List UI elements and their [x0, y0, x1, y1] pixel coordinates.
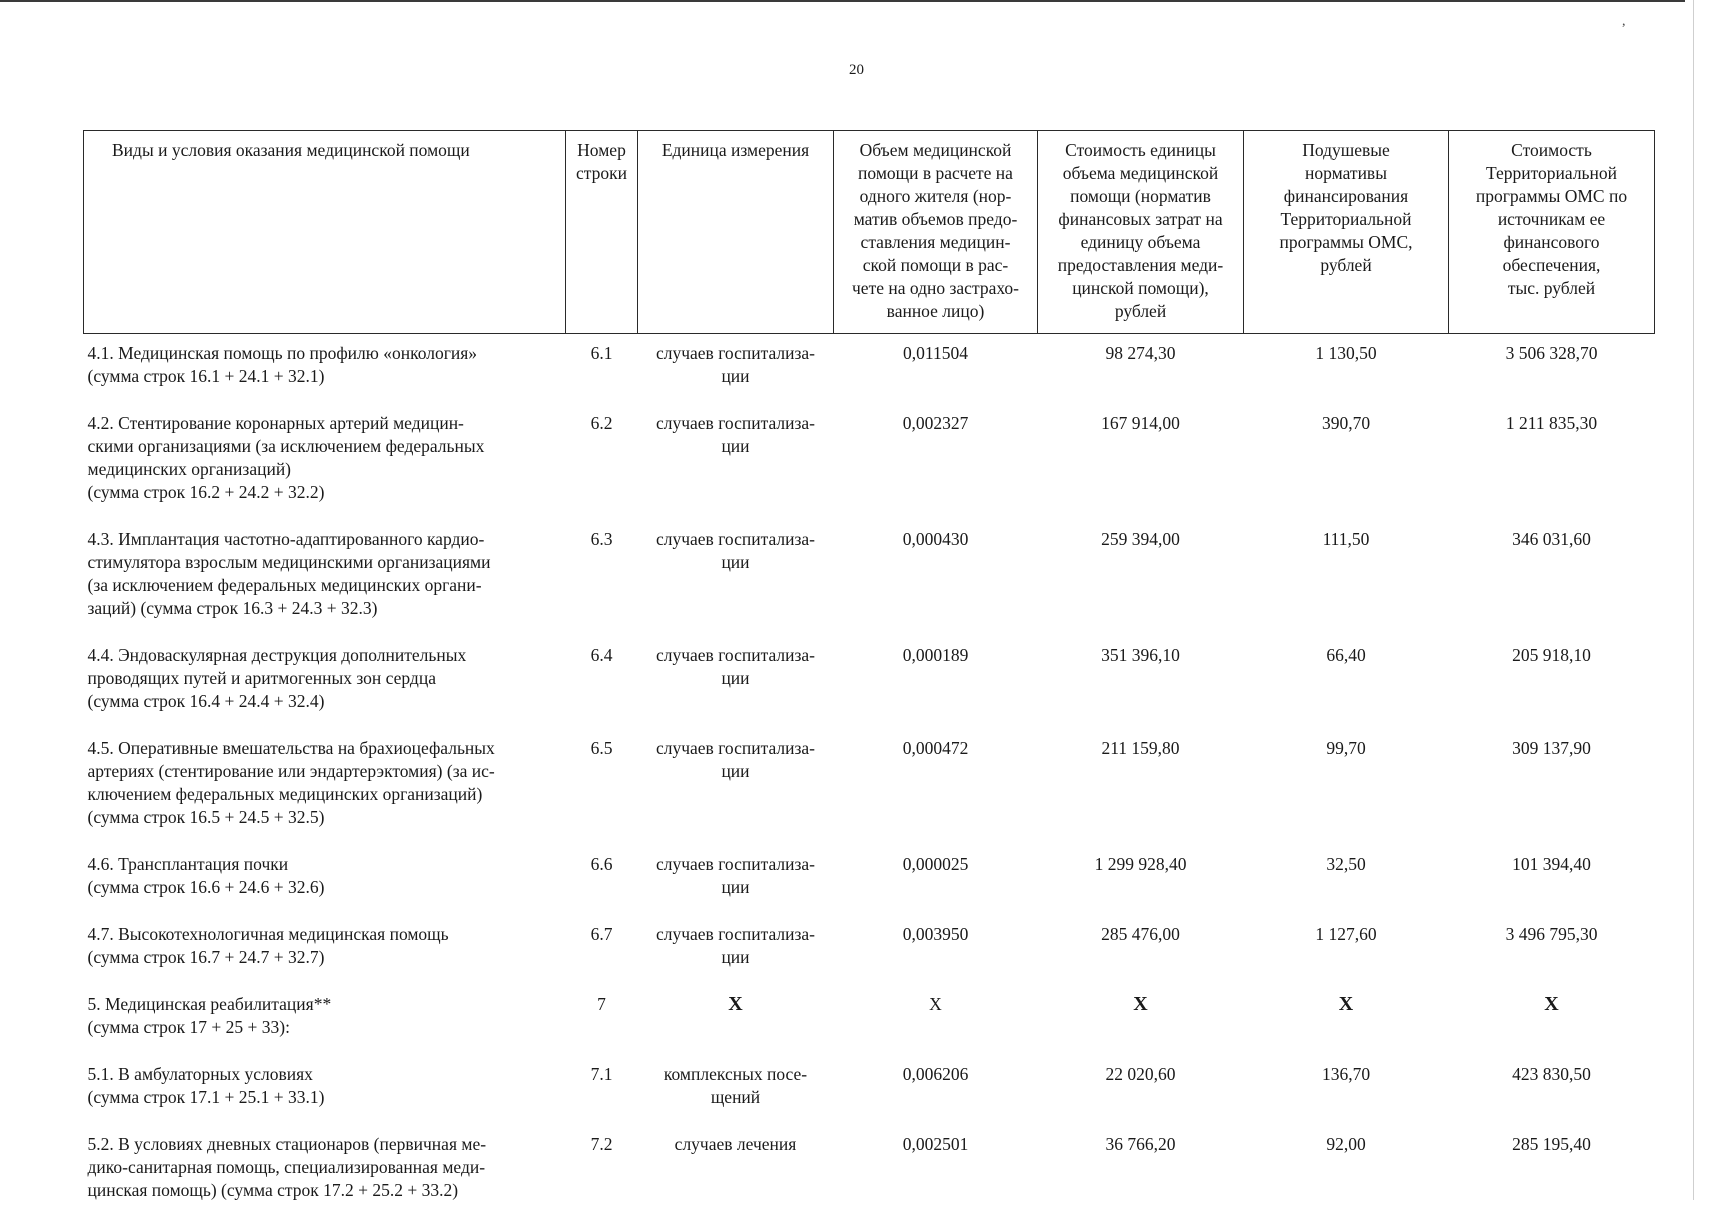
row-line-number: 6.5 — [590, 738, 613, 758]
row-unit: X — [728, 993, 743, 1015]
header-unit-cost: Стоимость единицы объема медицинской помощи (норматив финансовых затрат на единицу объема предоставления меди- цинской помощи), рублей — [1038, 131, 1244, 334]
row-volume: 0,000472 — [902, 738, 969, 758]
row-line-number: 6.3 — [590, 529, 613, 549]
header-per-capita: Подушевые нормативы финансирования Территориальной программы ОМС, рублей — [1244, 131, 1449, 334]
row-line-number: 7.2 — [590, 1134, 613, 1154]
row-name: 4.1. Медицинская помощь по профилю «онкология» (сумма строк 16.1 + 24.1 + 32.1) — [87, 343, 478, 386]
row-unit: случаев госпитализа- ции — [655, 413, 816, 456]
financing-table — [83, 130, 1655, 1218]
row-line-number: 6.4 — [590, 645, 613, 665]
row-per-capita: 136,70 — [1321, 1064, 1371, 1084]
row-unit-cost: 351 396,10 — [1101, 645, 1180, 665]
row-program-cost: 423 830,50 — [1512, 1064, 1591, 1084]
header-care-types: Виды и условия оказания медицинской помощи — [84, 131, 566, 334]
table-row — [84, 636, 1655, 729]
row-volume: 0,006206 — [902, 1064, 969, 1084]
table-row — [84, 729, 1655, 845]
row-unit-cost: 1 299 928,40 — [1094, 854, 1187, 874]
row-per-capita: 111,50 — [1322, 529, 1370, 549]
row-name: 5.2. В условиях дневных стационаров (первичная ме- дико-санитарная помощь, специализированная меди- цинская помощь) (сумма строк 17.2 + 25.2 + 33.2) — [87, 1134, 487, 1200]
row-unit-cost: 211 159,80 — [1101, 738, 1180, 758]
row-unit: комплексных посе- щений — [663, 1064, 808, 1107]
row-unit: случаев госпитализа- ции — [655, 529, 816, 572]
scan-speck: , — [1622, 14, 1626, 29]
row-program-cost: 346 031,60 — [1512, 529, 1591, 549]
row-volume: 0,002501 — [902, 1134, 969, 1154]
row-per-capita: 92,00 — [1326, 1134, 1366, 1154]
row-name: 4.4. Эндоваскулярная деструкция дополнительных проводящих путей и аритмогенных зон сердца (сумма строк 16.4 + 24.4 + 32.4) — [87, 645, 467, 711]
row-name: 4.2. Стентирование коронарных артерий медицин- скими организациями (за исключением федеральных медицинских организаций) (сумма строк 16.2 + 24.2 + 32.2) — [87, 413, 485, 502]
row-per-capita: 1 130,50 — [1315, 343, 1377, 363]
row-volume: 0,000430 — [902, 529, 969, 549]
row-volume: 0,000025 — [902, 854, 969, 874]
row-volume: 0,011504 — [903, 343, 968, 363]
row-program-cost: 101 394,40 — [1512, 854, 1591, 874]
row-line-number: 6.7 — [590, 924, 613, 944]
header-program-cost: Стоимость Территориальной программы ОМС по источникам ее финансового обеспечения, тыс. рублей — [1449, 131, 1655, 334]
row-unit: случаев госпитализа- ции — [655, 343, 816, 386]
row-unit-cost: 36 766,20 — [1105, 1134, 1176, 1154]
row-unit: случаев госпитализа- ции — [655, 924, 816, 967]
row-unit-cost: 22 020,60 — [1105, 1064, 1176, 1084]
row-name: 4.6. Трансплантация почки (сумма строк 16.6 + 24.6 + 32.6) — [87, 854, 325, 897]
table-row — [84, 334, 1655, 405]
row-unit-cost: X — [1133, 993, 1148, 1015]
table-row — [84, 404, 1655, 520]
row-program-cost: X — [1544, 993, 1559, 1015]
table-row — [84, 845, 1655, 915]
table-header-row — [84, 131, 1655, 334]
row-volume: 0,002327 — [902, 413, 969, 433]
row-program-cost: 205 918,10 — [1512, 645, 1591, 665]
row-name: 4.5. Оперативные вмешательства на брахиоцефальных артериях (стентирование или эндартерэктомия) (за ис- ключением федеральных медицинских организаций) (сумма строк 16.5 + 24.5 + 32.5) — [87, 738, 495, 827]
page-number: 20 — [849, 62, 864, 78]
table-row — [84, 1055, 1655, 1125]
row-per-capita: 32,50 — [1326, 854, 1366, 874]
row-line-number: 6.2 — [590, 413, 613, 433]
row-unit: случаев лечения — [674, 1134, 797, 1154]
row-program-cost: 309 137,90 — [1512, 738, 1591, 758]
row-line-number: 6.6 — [590, 854, 613, 874]
row-unit: случаев госпитализа- ции — [655, 738, 816, 781]
row-name: 4.3. Имплантация частотно-адаптированного кардио- стимулятора взрослым медицинскими организациями (за исключением федеральных медицинских органи- заций) (сумма строк 16.3 + 24.3 + 32.3) — [87, 529, 491, 618]
table-row — [84, 985, 1655, 1055]
row-volume: 0,000189 — [902, 645, 969, 665]
row-unit-cost: 259 394,00 — [1101, 529, 1180, 549]
row-per-capita: 66,40 — [1326, 645, 1366, 665]
scan-right-border — [1693, 0, 1694, 1200]
row-volume: 0,003950 — [902, 924, 969, 944]
row-program-cost: 1 211 835,30 — [1505, 413, 1598, 433]
row-per-capita: X — [1338, 993, 1354, 1015]
row-per-capita: 99,70 — [1326, 738, 1366, 758]
row-program-cost: 3 506 328,70 — [1505, 343, 1598, 363]
row-program-cost: 3 496 795,30 — [1505, 924, 1598, 944]
header-unit: Единица измерения — [638, 131, 834, 334]
row-unit-cost: 98 274,30 — [1105, 343, 1176, 363]
row-unit-cost: 167 914,00 — [1101, 413, 1180, 433]
table-row — [84, 520, 1655, 636]
row-unit-cost: 285 476,00 — [1101, 924, 1180, 944]
row-per-capita: 390,70 — [1321, 413, 1371, 433]
row-unit: случаев госпитализа- ции — [655, 645, 816, 688]
row-line-number: 7 — [597, 994, 606, 1014]
table-row — [84, 915, 1655, 985]
scan-top-border — [0, 0, 1685, 2]
row-name: 5. Медицинская реабилитация** (сумма строк 17 + 25 + 33): — [87, 994, 332, 1037]
row-name: 5.1. В амбулаторных условиях (сумма строк 17.1 + 25.1 + 33.1) — [87, 1064, 325, 1107]
row-line-number: 7.1 — [590, 1064, 613, 1084]
header-volume: Объем медицинской помощи в расчете на одного жителя (нор- матив объемов предо- ставления медицин- ской помощи в рас- чете на одно застрахо- ванное лицо) — [834, 131, 1038, 334]
row-line-number: 6.1 — [590, 343, 613, 363]
table-row — [84, 1125, 1655, 1218]
row-name: 4.7. Высокотехнологичная медицинская помощь (сумма строк 16.7 + 24.7 + 32.7) — [87, 924, 449, 967]
row-volume: X — [929, 994, 942, 1014]
header-line-number: Номер строки — [566, 131, 638, 334]
row-unit: случаев госпитализа- ции — [655, 854, 816, 897]
row-program-cost: 285 195,40 — [1512, 1134, 1591, 1154]
row-per-capita: 1 127,60 — [1315, 924, 1377, 944]
